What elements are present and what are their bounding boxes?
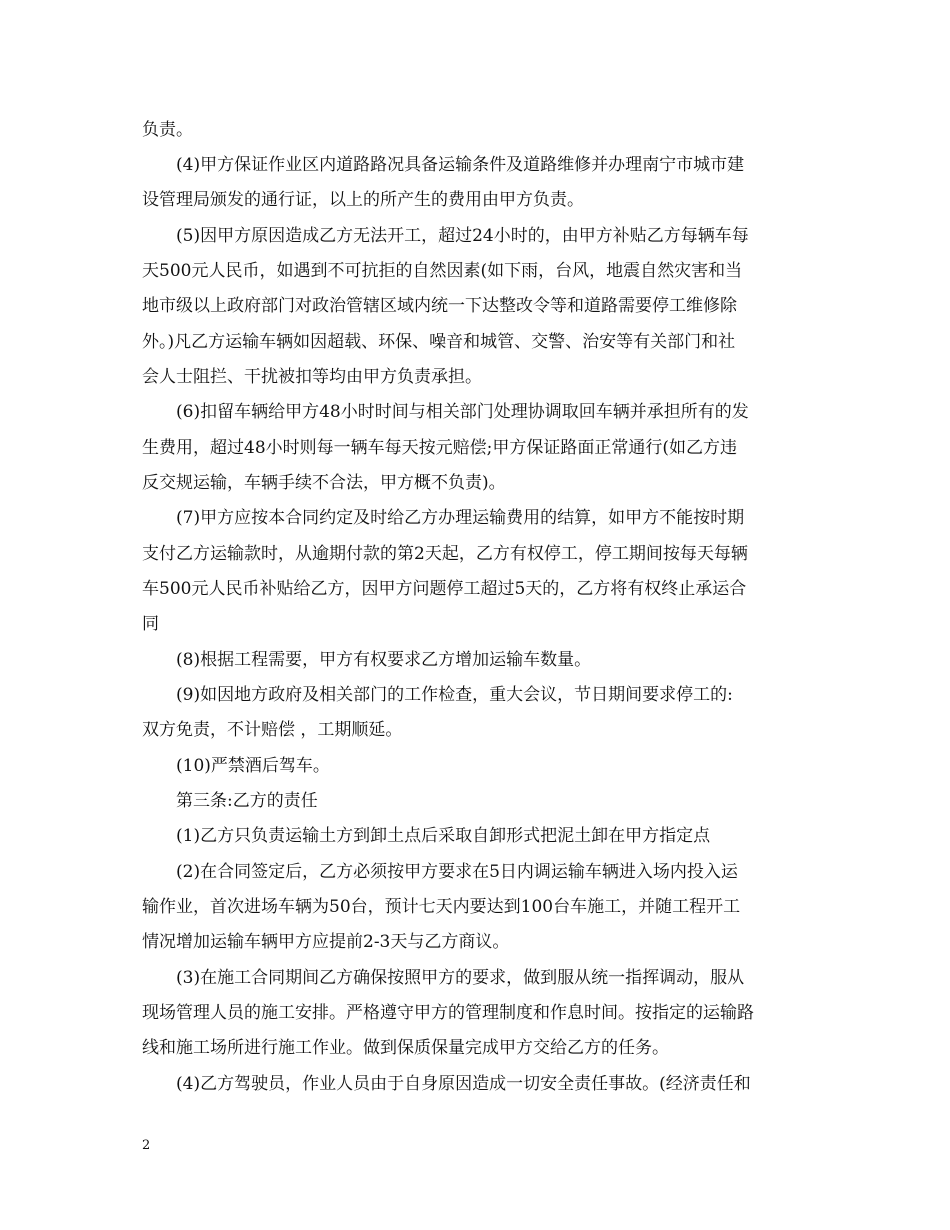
text-line: (2)在合同签定后，乙方必须按甲方要求在5日内调运输车辆进入场内投入运	[176, 862, 738, 882]
section-heading: 第三条:乙方的责任	[176, 791, 318, 811]
text-line: 会人士阻拦、干扰被扣等均由甲方负责承担。	[142, 367, 482, 387]
text-line: 线和施工场所进行施工作业。做到保质保量完成甲方交给乙方的任务。	[142, 1038, 669, 1058]
text-line: 外。)凡乙方运输车辆如因超载、环保、噪音和城管、交警、治安等有关部门和社	[142, 332, 736, 352]
text-line: (6)扣留车辆给甲方48小时时间与相关部门处理协调取回车辆并承担所有的发	[176, 402, 749, 422]
text-line: 同	[142, 614, 159, 634]
text-line: (9)如因地方政府及相关部门的工作检查，重大会议，节日期间要求停工的:	[176, 685, 733, 705]
text-line: 地市级以上政府部门对政治管辖区域内统一下达整改令等和道路需要停工维修除	[142, 296, 737, 316]
page-number: 2	[142, 1138, 151, 1153]
text-line: 输作业，首次进场车辆为50台，预计七天内要达到100台车施工，并随工程开工	[142, 897, 741, 917]
text-line: (4)甲方保证作业区内道路路况具备运输条件及道路维修并办理南宁市城市建	[176, 155, 745, 175]
text-line: 支付乙方运输款时，从逾期付款的第2天起，乙方有权停工，停工期间按每天每辆	[142, 544, 748, 564]
text-line: 现场管理人员的施工安排。严格遵守甲方的管理制度和作息时间。按指定的运输路	[142, 1003, 754, 1023]
text-line: (1)乙方只负责运输土方到卸土点后采取自卸形式把泥土卸在甲方指定点	[176, 826, 711, 846]
text-line: 设管理局颁发的通行证，以上的所产生的费用由甲方负责。	[142, 190, 584, 210]
text-line: 负责。	[142, 120, 193, 140]
text-line: (4)乙方驾驶员，作业人员由于自身原因造成一切安全责任事故。(经济责任和	[176, 1074, 751, 1094]
text-line: (10)严禁酒后驾车。	[176, 756, 330, 776]
text-line: 双方免责，不计赔偿 ，工期顺延。	[142, 720, 403, 740]
text-line: 车500元人民币补贴给乙方，因甲方问题停工超过5天的，乙方将有权终止承运合	[142, 579, 747, 599]
text-line: 反交规运输，车辆手续不合法，甲方概不负责)。	[142, 473, 506, 493]
text-line: 天500元人民币，如遇到不可抗拒的自然因素(如下雨，台风，地震自然灾害和当	[142, 261, 743, 281]
text-line: 情况增加运输车辆甲方应提前2-3天与乙方商议。	[142, 932, 510, 952]
text-line: (5)因甲方原因造成乙方无法开工，超过24小时的，由甲方补贴乙方每辆车每	[176, 226, 749, 246]
text-line: 生费用，超过48小时则每一辆车每天按元赔偿;甲方保证路面正常通行(如乙方违	[142, 438, 737, 458]
text-line: (8)根据工程需要，甲方有权要求乙方增加运输车数量。	[176, 650, 592, 670]
text-line: (3)在施工合同期间乙方确保按照甲方的要求，做到服从统一指挥调动，服从	[176, 968, 745, 988]
text-line: (7)甲方应按本合同约定及时给乙方办理运输费用的结算，如甲方不能按时期	[176, 508, 745, 528]
